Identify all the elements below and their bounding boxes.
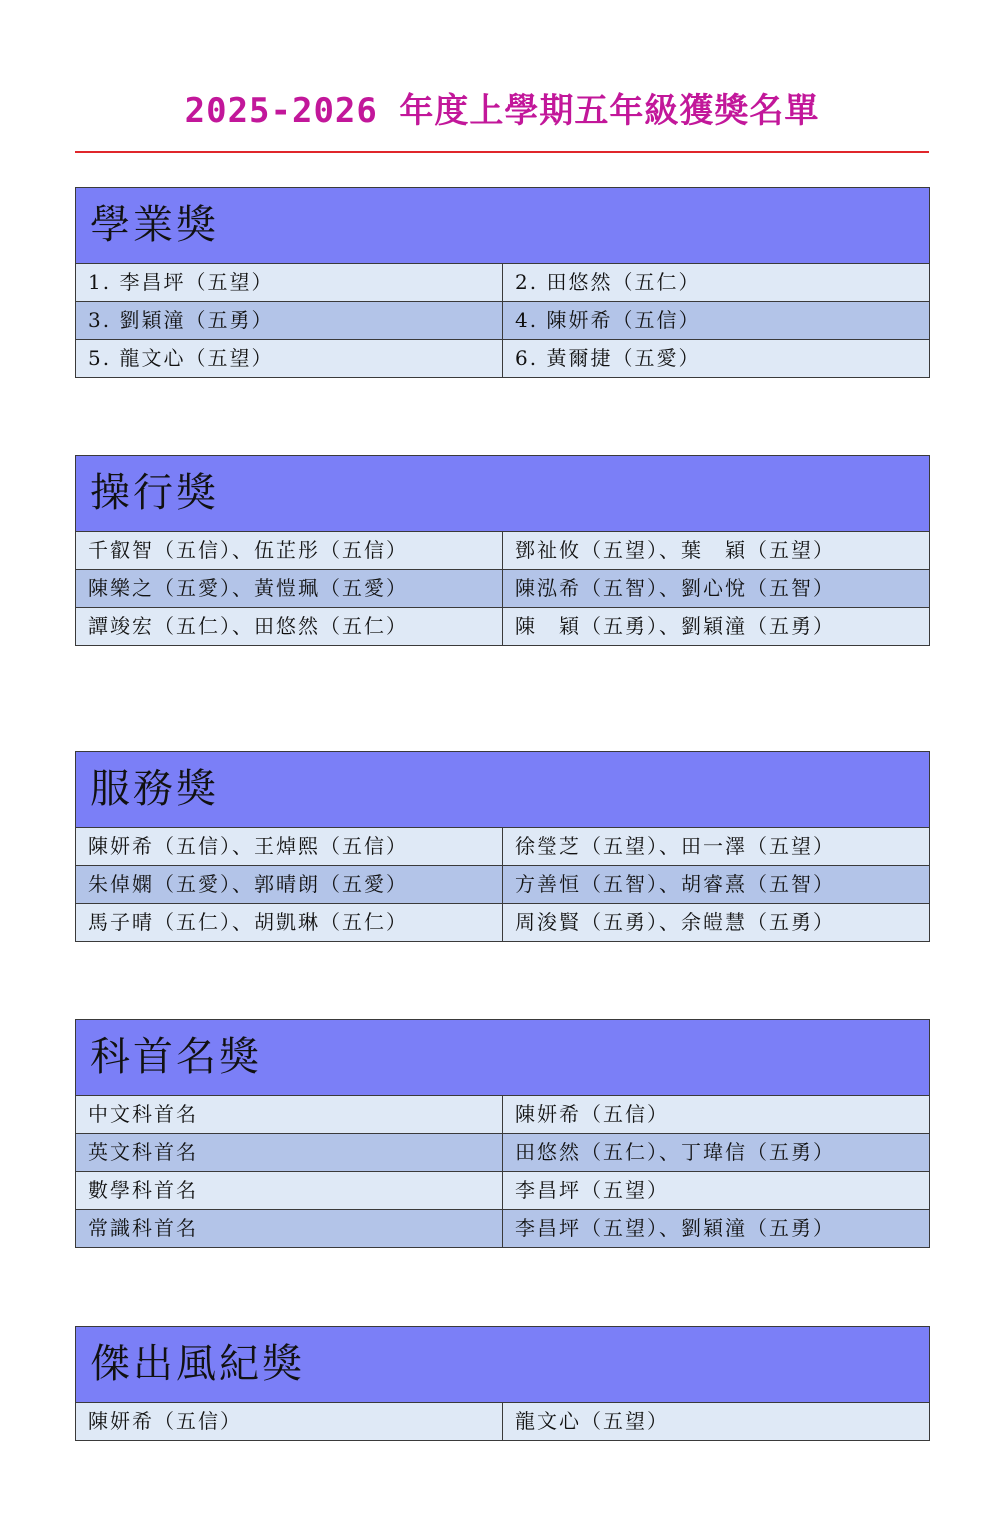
section-heading: 科首名獎 <box>76 1020 930 1096</box>
title-divider <box>75 151 929 153</box>
table-row <box>76 570 930 608</box>
section-heading: 傑出風紀獎 <box>76 1327 930 1403</box>
table-cell: 龍文心（五望） <box>503 1403 930 1441</box>
table-cell: 5. 龍文心（五望） <box>76 340 503 378</box>
table-cell: 陳妍希（五信） <box>503 1096 930 1134</box>
table-cell: 譚竣宏（五仁）、田悠然（五仁） <box>76 608 503 646</box>
table-row <box>76 1134 930 1172</box>
conduct-award-table <box>75 455 930 646</box>
table-cell: 陳泓希（五智）、劉心悅（五智） <box>503 570 930 608</box>
page-title: 2025-2026 年度上學期五年級獲獎名單 <box>184 91 820 131</box>
table-row <box>76 866 930 904</box>
prefect-award-table <box>75 1326 930 1441</box>
table-cell: 英文科首名 <box>76 1134 503 1172</box>
table-row <box>76 1172 930 1210</box>
table-cell: 馬子晴（五仁）、胡凱琳（五仁） <box>76 904 503 942</box>
academic-award-table <box>75 187 930 378</box>
table-cell: 3. 劉穎潼（五勇） <box>76 302 503 340</box>
service-award-table <box>75 751 930 942</box>
table-cell: 田悠然（五仁）、丁瑋信（五勇） <box>503 1134 930 1172</box>
table-cell: 徐瑩芝（五望）、田一澤（五望） <box>503 828 930 866</box>
table-cell: 6. 黃爾捷（五愛） <box>503 340 930 378</box>
table-cell: 4. 陳妍希（五信） <box>503 302 930 340</box>
table-cell: 常識科首名 <box>76 1210 503 1248</box>
table-cell: 李昌坪（五望） <box>503 1172 930 1210</box>
table-row <box>76 904 930 942</box>
table-row <box>76 608 930 646</box>
subject-top-award-table <box>75 1019 930 1248</box>
table-cell: 數學科首名 <box>76 1172 503 1210</box>
table-cell: 朱倬嫻（五愛）、郭晴朗（五愛） <box>76 866 503 904</box>
table-row <box>76 340 930 378</box>
section-heading: 學業獎 <box>76 188 930 264</box>
table-cell: 千叡智（五信）、伍芷彤（五信） <box>76 532 503 570</box>
table-row <box>76 532 930 570</box>
table-cell: 中文科首名 <box>76 1096 503 1134</box>
table-cell: 陳樂之（五愛）、黃愷珮（五愛） <box>76 570 503 608</box>
table-row <box>76 1403 930 1441</box>
table-cell: 方善恒（五智）、胡睿熹（五智） <box>503 866 930 904</box>
table-row <box>76 828 930 866</box>
table-row <box>76 1210 930 1248</box>
table-row <box>76 1096 930 1134</box>
table-cell: 周浚賢（五勇）、余皚慧（五勇） <box>503 904 930 942</box>
section-heading: 操行獎 <box>76 456 930 532</box>
table-row <box>76 302 930 340</box>
table-cell: 1. 李昌坪（五望） <box>76 264 503 302</box>
table-cell: 陳妍希（五信）、王焯熙（五信） <box>76 828 503 866</box>
table-row <box>76 264 930 302</box>
table-cell: 李昌坪（五望）、劉穎潼（五勇） <box>503 1210 930 1248</box>
table-cell: 鄧祉攸（五望）、葉 穎（五望） <box>503 532 930 570</box>
table-cell: 陳 穎（五勇）、劉穎潼（五勇） <box>503 608 930 646</box>
table-cell: 陳妍希（五信） <box>76 1403 503 1441</box>
table-cell: 2. 田悠然（五仁） <box>503 264 930 302</box>
section-heading: 服務獎 <box>76 752 930 828</box>
